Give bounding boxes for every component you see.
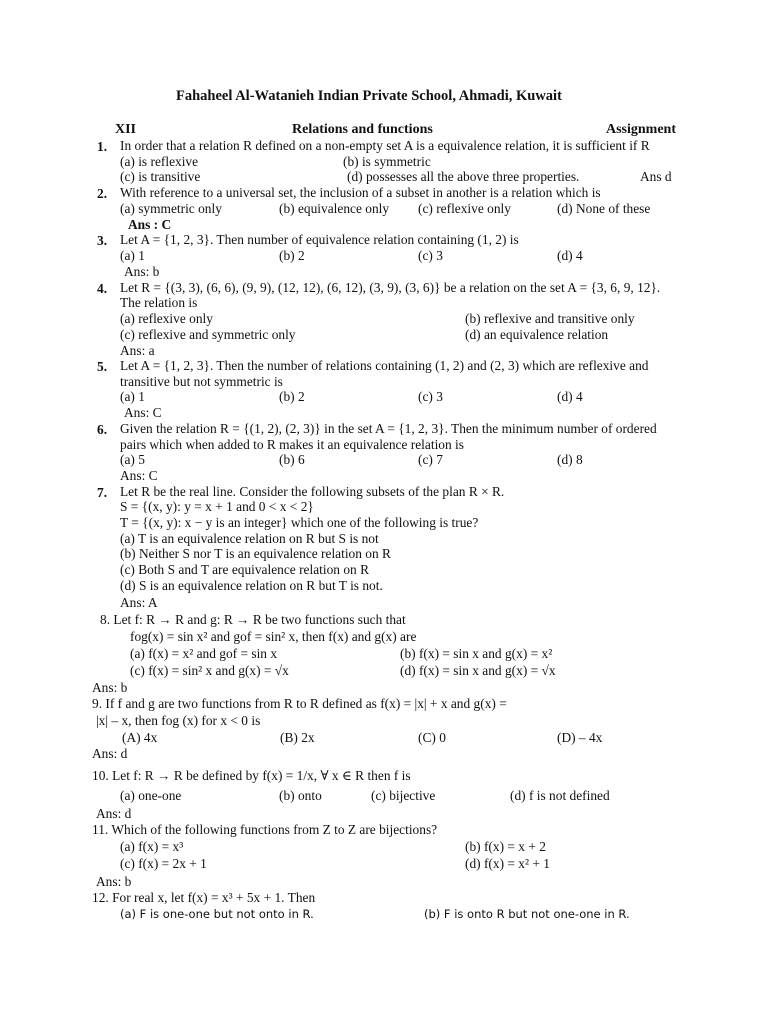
text-line: (d) 4: [557, 248, 583, 263]
text-line: (a) F is one-one but not onto in R.: [120, 907, 314, 921]
text-line: (b) equivalence only: [279, 201, 390, 216]
text-line: 8. Let f: R → R and g: R → R be two functions such that: [100, 612, 406, 627]
text-line: In order that a relation R defined on a non-empty set A is a equivalence relation, it is sufficient if R: [120, 138, 650, 153]
text-line: Ans: b: [96, 874, 132, 889]
text-line: 3.: [97, 233, 108, 248]
text-line: Let R be the real line. Consider the following subsets of the plan R × R.: [120, 484, 505, 499]
text-line: (d) f(x) = x² + 1: [465, 856, 550, 871]
text-line: (b) f(x) = x + 2: [465, 839, 546, 854]
text-line: (c) 3: [418, 389, 443, 404]
text-line: (a) one-one: [120, 788, 182, 803]
text-line: (d) 4: [557, 389, 583, 404]
text-line: (c) f(x) = 2x + 1: [120, 856, 207, 871]
text-line: 10. Let f: R → R be defined by f(x) = 1/x, ∀ x ∈ R then f is: [92, 768, 411, 783]
text-line: T = {(x, y): x − y is an integer} which one of the following is true?: [120, 515, 479, 530]
text-line: (d) f is not defined: [510, 788, 610, 803]
text-line: (c) 3: [418, 248, 443, 263]
text-line: 9. If f and g are two functions from R to R defined as f(x) = |x| + x and g(x) =: [92, 696, 507, 711]
text-line: (a) 5: [120, 452, 145, 467]
text-line: (c) reflexive and symmetric only: [120, 327, 296, 342]
text-line: (a) 1: [120, 248, 145, 263]
text-line: (b) is symmetric: [343, 154, 431, 169]
text-line: Ans: A: [120, 595, 158, 610]
assignment-label: Assignment: [606, 122, 677, 137]
text-line: Ans: C: [120, 468, 158, 483]
text-line: Ans : C: [128, 217, 172, 232]
text-line: 12. For real x, let f(x) = x³ + 5x + 1. Then: [92, 890, 316, 905]
text-line: Ans: d: [96, 806, 132, 821]
text-line: Let A = {1, 2, 3}. Then number of equivalence relation containing (1, 2) is: [120, 232, 519, 247]
text-line: (d) f(x) = sin x and g(x) = √x: [400, 663, 556, 678]
text-line: (b) Neither S nor T is an equivalence relation on R: [120, 546, 391, 561]
text-line: (a) reflexive only: [120, 311, 213, 326]
text-line: (c) is transitive: [120, 169, 201, 184]
text-line: Ans: C: [124, 405, 162, 420]
text-line: (d) an equivalence relation: [465, 327, 609, 342]
text-line: 2.: [97, 186, 108, 201]
text-line: Ans: d: [92, 746, 128, 761]
text-line: (b) f(x) = sin x and g(x) = x²: [400, 646, 553, 661]
text-line: Given the relation R = {(1, 2), (2, 3)} in the set A = {1, 2, 3}. Then the minimum number of ordered: [120, 421, 657, 436]
text-line: (a) T is an equivalence relation on R but S is not: [120, 531, 379, 546]
text-line: (b) F is onto R but not one-one in R.: [424, 907, 630, 921]
text-line: The relation is: [120, 295, 198, 310]
topic-label: Relations and functions: [292, 122, 433, 137]
text-line: (d) S is an equivalence relation on R but T is not.: [120, 578, 383, 593]
text-line: 4.: [97, 281, 108, 296]
text-line: Let A = {1, 2, 3}. Then the number of relations containing (1, 2) and (2, 3) which are reflexive and: [120, 358, 649, 373]
text-line: (a) 1: [120, 389, 145, 404]
text-line: (B) 2x: [280, 730, 315, 745]
school-heading: Fahaheel Al-Watanieh Indian Private School, Ahmadi, Kuwait: [176, 88, 562, 104]
text-line: 1.: [97, 139, 108, 154]
text-line: (b) onto: [279, 788, 322, 803]
text-line: pairs which when added to R makes it an equivalence relation is: [120, 437, 464, 452]
text-line: (a) is reflexive: [120, 154, 199, 169]
text-line: 7.: [97, 485, 108, 500]
text-line: Let R = {(3, 3), (6, 6), (9, 9), (12, 12), (6, 12), (3, 9), (3, 6)} be a relation on the set A = {3, 6, 9, 12}.: [120, 280, 661, 295]
text-line: With reference to a universal set, the inclusion of a subset in another is a relation which is: [120, 185, 601, 200]
text-line: fog(x) = sin x² and gof = sin² x, then f(x) and g(x) are: [130, 629, 417, 644]
text-line: (d) None of these: [557, 201, 651, 216]
text-line: transitive but not symmetric is: [120, 374, 283, 389]
text-line: (C) 0: [418, 730, 446, 745]
text-line: Ans: b: [92, 680, 128, 695]
text-line: (c) Both S and T are equivalence relation on R: [120, 562, 370, 577]
text-line: (b) 2: [279, 389, 305, 404]
text-line: (a) f(x) = x³: [120, 839, 184, 854]
text-line: (a) symmetric only: [120, 201, 222, 216]
text-line: (a) f(x) = x² and gof = sin x: [130, 646, 278, 661]
text-line: (b) 2: [279, 248, 305, 263]
text-line: Ans: b: [124, 264, 160, 279]
text-line: (b) 6: [279, 452, 305, 467]
text-line: Ans d: [640, 169, 672, 184]
text-line: S = {(x, y): y = x + 1 and 0 < x < 2}: [120, 499, 314, 514]
text-line: (c) 7: [418, 452, 443, 467]
text-line: 5.: [97, 359, 108, 374]
text-line: (c) f(x) = sin² x and g(x) = √x: [130, 663, 289, 678]
text-line: (d) possesses all the above three properties.: [347, 169, 580, 184]
text-line: (b) reflexive and transitive only: [465, 311, 635, 326]
text-line: (c) bijective: [371, 788, 436, 803]
text-line: |x| – x, then fog (x) for x < 0 is: [96, 713, 261, 728]
text-line: (A) 4x: [122, 730, 158, 745]
text-line: 11. Which of the following functions from Z to Z are bijections?: [92, 822, 438, 837]
text-line: (D) – 4x: [557, 730, 603, 745]
text-line: (c) reflexive only: [418, 201, 511, 216]
text-line: (d) 8: [557, 452, 583, 467]
class-label: XII: [115, 122, 137, 137]
text-line: Ans: a: [120, 343, 155, 358]
text-line: 6.: [97, 422, 108, 437]
